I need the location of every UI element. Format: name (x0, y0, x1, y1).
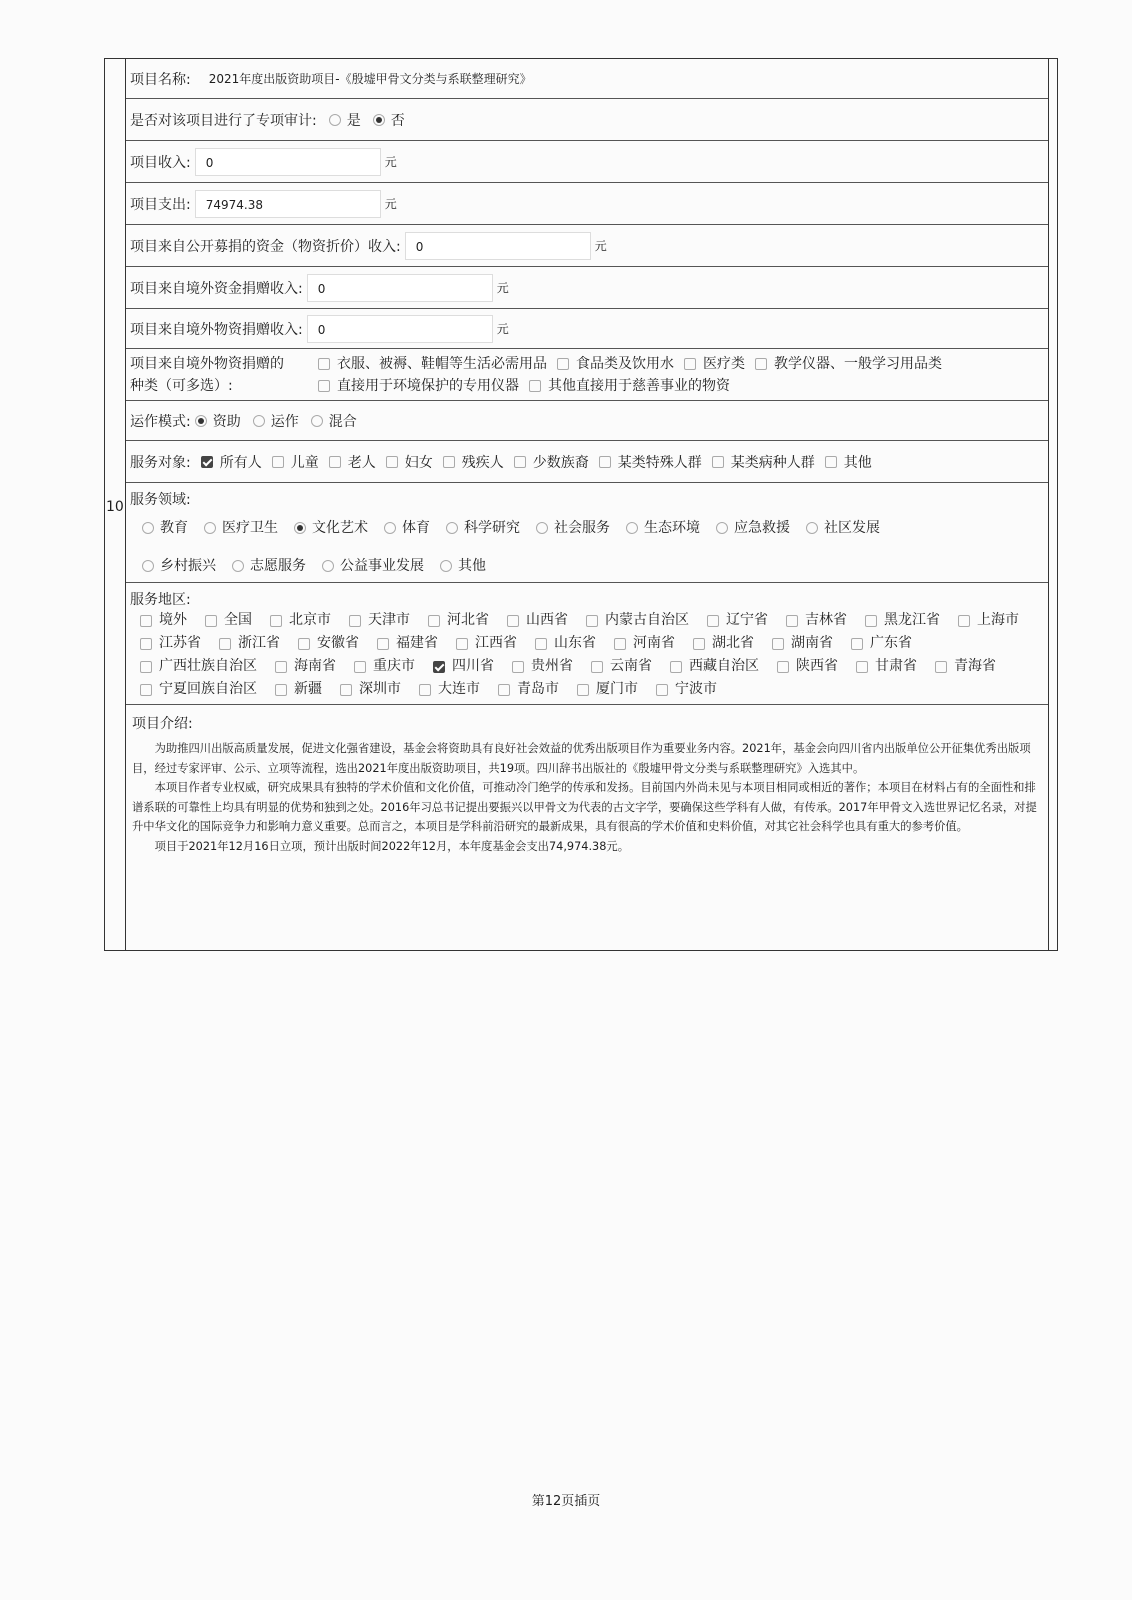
goods-option-label: 食品类及饮用水 (576, 355, 674, 372)
field-option-label: 教育 (160, 520, 188, 536)
goods-option[interactable] (308, 353, 547, 375)
region-option[interactable] (288, 632, 359, 655)
region-checkbox[interactable] (275, 661, 287, 673)
region-option-label: 海南省 (294, 658, 336, 674)
income-row (126, 141, 1048, 183)
field-radio[interactable] (232, 560, 244, 572)
target-checkbox[interactable] (712, 456, 724, 468)
intro-paragraph: 为助推四川出版高质量发展，促进文化强省建设，基金会将资助具有良好社会效益的优秀出版项目作为重要业务内容。2021年，基金会向四川省内出版单位公开征集优秀出版项目，经过专家评审、公示、立项等流程，选出2021年度出版资助项目，共19项。四川辞书出版社的《殷墟甲骨文分类与系联整理研究》入选其中。 (132, 742, 1031, 775)
audit-label: 是否对该项目进行了专项审计: (130, 112, 317, 129)
mode-radio[interactable] (311, 415, 323, 427)
field-option-label: 应急救援 (734, 520, 790, 536)
region-option-label: 湖南省 (791, 635, 833, 651)
goods-option-label: 教学仪器、一般学习用品类 (774, 355, 942, 372)
field-radio[interactable] (536, 522, 548, 534)
region-checkbox[interactable] (219, 638, 231, 650)
mode-radio[interactable] (253, 415, 265, 427)
region-option-label: 新疆 (294, 681, 322, 697)
region-option-label: 辽宁省 (726, 612, 768, 628)
audit-no-label: 否 (390, 112, 405, 129)
region-checkbox[interactable] (786, 615, 798, 627)
goods-checkbox[interactable] (755, 358, 767, 370)
field-option[interactable] (130, 509, 188, 547)
region-checkbox[interactable] (535, 638, 547, 650)
project-name-label: 项目名称: (130, 71, 191, 88)
region-option[interactable] (265, 655, 336, 678)
region-option-label: 四川省 (452, 658, 494, 674)
region-checkbox[interactable] (591, 661, 603, 673)
field-option-label: 医疗卫生 (222, 520, 278, 536)
field-option[interactable] (614, 509, 700, 547)
region-option[interactable] (581, 655, 652, 678)
field-option[interactable] (434, 509, 520, 547)
region-option-label: 厦门市 (596, 681, 638, 697)
region-option[interactable] (497, 609, 568, 632)
field-option-label: 公益事业发展 (340, 558, 424, 574)
region-option[interactable] (683, 632, 754, 655)
region-option[interactable] (423, 655, 494, 678)
region-option[interactable] (576, 609, 689, 632)
goods-checkbox[interactable] (318, 380, 330, 392)
region-option[interactable] (409, 678, 480, 701)
field-option[interactable] (282, 509, 368, 547)
field-option-label: 科学研究 (464, 520, 520, 536)
foreign-goods-unit: 元 (496, 322, 509, 336)
region-checkbox[interactable] (456, 638, 468, 650)
field-radio[interactable] (142, 560, 154, 572)
region-row (126, 583, 1048, 705)
mode-option-label: 资助 (212, 413, 241, 430)
region-option-label: 浙江省 (238, 635, 280, 651)
audit-yes-label: 是 (346, 112, 361, 129)
form-body (125, 59, 1049, 950)
expense-unit: 元 (384, 197, 397, 211)
field-option-label: 社区发展 (824, 520, 880, 536)
target-option[interactable] (376, 452, 433, 472)
project-name-value: 2021年度出版资助项目-《殷墟甲骨文分类与系联整理研究》 (208, 72, 532, 86)
region-option[interactable] (260, 609, 331, 632)
goods-checkbox[interactable] (557, 358, 569, 370)
region-checkbox[interactable] (205, 615, 217, 627)
target-option-label: 少数族裔 (532, 454, 589, 471)
region-option-label: 湖北省 (712, 635, 754, 651)
field-radio[interactable] (384, 522, 396, 534)
field-option[interactable] (130, 547, 216, 585)
goods-option[interactable] (674, 353, 745, 375)
region-option[interactable] (948, 609, 1019, 632)
region-checkbox[interactable] (707, 615, 719, 627)
field-option-label: 体育 (402, 520, 430, 536)
target-checkbox[interactable] (201, 456, 213, 468)
region-checkbox[interactable] (577, 684, 589, 696)
target-checkbox[interactable] (386, 456, 398, 468)
region-option-label: 全国 (224, 612, 252, 628)
region-option[interactable] (130, 655, 257, 678)
region-checkbox[interactable] (935, 661, 947, 673)
region-checkbox[interactable] (140, 615, 152, 627)
region-option[interactable] (660, 655, 759, 678)
target-checkbox[interactable] (443, 456, 455, 468)
region-option-label: 西藏自治区 (689, 658, 759, 674)
target-options (191, 452, 872, 472)
target-row (126, 441, 1048, 483)
field-radio[interactable] (806, 522, 818, 534)
goods-types-line1 (308, 353, 1048, 375)
income-input[interactable]: 0 (195, 148, 381, 176)
field-option[interactable] (220, 547, 306, 585)
foreign-cash-row (126, 267, 1048, 309)
region-checkbox[interactable] (670, 661, 682, 673)
region-checkbox[interactable] (349, 615, 361, 627)
region-option[interactable] (446, 632, 517, 655)
region-option-label: 青岛市 (517, 681, 559, 697)
region-option-label: 广东省 (870, 635, 912, 651)
region-option-label: 河南省 (633, 635, 675, 651)
target-option-label: 某类病种人群 (730, 454, 815, 471)
field-option[interactable] (310, 547, 424, 585)
field-option[interactable] (372, 509, 430, 547)
target-checkbox[interactable] (599, 456, 611, 468)
target-option[interactable] (504, 452, 589, 472)
goods-checkbox[interactable] (684, 358, 696, 370)
region-option[interactable] (776, 609, 847, 632)
field-option[interactable] (794, 509, 880, 547)
target-option-label: 所有人 (219, 454, 262, 471)
region-option-label: 山东省 (554, 635, 596, 651)
region-option[interactable] (418, 609, 489, 632)
region-option[interactable] (265, 678, 322, 701)
region-option-label: 江苏省 (159, 635, 201, 651)
region-label: 服务地区: (130, 592, 191, 608)
goods-types-row (126, 349, 1048, 401)
intro-paragraph: 本项目作者专业权威，研究成果具有独特的学术价值和文化价值，可推动冷门绝学的传承和发扬。目前国内外尚未见与本项目相同或相近的著作；本项目在材料占有的全面性和排谱系联的可靠性上均具有明显的优势和独到之处。2016年习总书记提出要振兴以甲骨文为代表的古文字学，要确保这些学科有人做，有传承。2017年甲骨文入选世界记忆名录，对提升中华文化的国际竞争力和影响力意义重要。总而言之，本项目是学科前沿研究的最新成果，具有很高的学术价值和史料价值，对其它社会科学也具有重大的参考价值。 (132, 781, 1037, 833)
region-option-label: 天津市 (368, 612, 410, 628)
field-option[interactable] (704, 509, 790, 547)
region-option-label: 甘肃省 (875, 658, 917, 674)
field-option-label: 生态环境 (644, 520, 700, 536)
region-option[interactable] (488, 678, 559, 701)
region-option[interactable] (925, 655, 996, 678)
field-radio[interactable] (294, 522, 306, 534)
income-unit: 元 (384, 155, 397, 169)
goods-types-label (130, 353, 308, 397)
target-option[interactable] (589, 452, 702, 472)
goods-types-options (308, 353, 1048, 397)
goods-types-label-line2: 种类（可多选）: (130, 377, 233, 394)
region-checkbox[interactable] (507, 615, 519, 627)
region-option-label: 广西壮族自治区 (159, 658, 257, 674)
region-checkbox[interactable] (851, 638, 863, 650)
region-option-label: 陕西省 (796, 658, 838, 674)
public-fund-row (126, 225, 1048, 267)
region-option[interactable] (344, 655, 415, 678)
region-option[interactable] (762, 632, 833, 655)
region-checkbox[interactable] (856, 661, 868, 673)
region-option[interactable] (525, 632, 596, 655)
field-option-label: 乡村振兴 (160, 558, 216, 574)
region-option-label: 上海市 (977, 612, 1019, 628)
goods-option[interactable] (308, 375, 519, 397)
region-checkbox[interactable] (512, 661, 524, 673)
region-option[interactable] (130, 632, 201, 655)
region-option-label: 贵州省 (531, 658, 573, 674)
region-option[interactable] (846, 655, 917, 678)
intro-label: 项目介绍: (132, 716, 193, 732)
target-option-label: 某类特殊人群 (617, 454, 702, 471)
target-label: 服务对象: (130, 454, 191, 471)
goods-option-label: 直接用于环境保护的专用仪器 (337, 377, 519, 394)
mode-row (126, 401, 1048, 441)
target-option[interactable] (191, 452, 262, 472)
region-option[interactable] (330, 678, 401, 701)
target-checkbox[interactable] (329, 456, 341, 468)
foreign-cash-input[interactable]: 0 (307, 274, 493, 302)
project-form (104, 58, 1058, 951)
target-option[interactable] (815, 452, 872, 472)
region-option[interactable] (130, 678, 257, 701)
public-fund-input[interactable]: 0 (405, 232, 591, 260)
region-option-label: 山西省 (526, 612, 568, 628)
region-option-label: 黑龙江省 (884, 612, 940, 628)
region-option-label: 吉林省 (805, 612, 847, 628)
target-option[interactable] (262, 452, 319, 472)
row-number: 10 (106, 499, 124, 515)
region-option-label: 福建省 (396, 635, 438, 651)
field-option-label: 志愿服务 (250, 558, 306, 574)
region-option[interactable] (841, 632, 912, 655)
field-radio[interactable] (440, 560, 452, 572)
region-option-label: 大连市 (438, 681, 480, 697)
public-fund-unit: 元 (594, 239, 607, 253)
region-option-label: 宁夏回族自治区 (159, 681, 257, 697)
goods-checkbox[interactable] (529, 380, 541, 392)
region-checkbox[interactable] (428, 615, 440, 627)
foreign-goods-label: 项目来自境外物资捐赠收入: (130, 321, 303, 338)
region-option[interactable] (646, 678, 717, 701)
target-option[interactable] (319, 452, 376, 472)
region-option[interactable] (502, 655, 573, 678)
region-option-label: 河北省 (447, 612, 489, 628)
goods-option[interactable] (547, 353, 674, 375)
region-option[interactable] (130, 609, 187, 632)
foreign-goods-row (126, 309, 1048, 349)
region-checkbox[interactable] (140, 661, 152, 673)
target-option-label: 老人 (347, 454, 376, 471)
region-checkbox[interactable] (298, 638, 310, 650)
mode-label: 运作模式: (130, 413, 191, 430)
target-checkbox[interactable] (272, 456, 284, 468)
region-checkbox[interactable] (377, 638, 389, 650)
target-option-label: 残疾人 (461, 454, 504, 471)
income-label: 项目收入: (130, 154, 191, 171)
field-options (130, 509, 910, 585)
field-label: 服务领域: (130, 492, 191, 508)
goods-types-line2 (308, 375, 1048, 397)
region-checkbox[interactable] (498, 684, 510, 696)
region-checkbox[interactable] (693, 638, 705, 650)
target-checkbox[interactable] (825, 456, 837, 468)
region-option-label: 云南省 (610, 658, 652, 674)
region-option-label: 重庆市 (373, 658, 415, 674)
field-option-label: 其他 (458, 558, 486, 574)
expense-row (126, 183, 1048, 225)
goods-option[interactable] (745, 353, 942, 375)
region-option[interactable] (209, 632, 280, 655)
region-option-label: 宁波市 (675, 681, 717, 697)
goods-types-label-line1: 项目来自境外物资捐赠的 (130, 355, 284, 372)
field-radio[interactable] (626, 522, 638, 534)
region-checkbox[interactable] (958, 615, 970, 627)
region-option[interactable] (855, 609, 940, 632)
field-radio[interactable] (446, 522, 458, 534)
goods-option-label: 衣服、被褥、鞋帽等生活必需用品 (337, 355, 547, 372)
target-option[interactable] (433, 452, 504, 472)
region-option-label: 深圳市 (359, 681, 401, 697)
field-radio[interactable] (204, 522, 216, 534)
goods-option[interactable] (519, 375, 730, 397)
audit-yes-radio[interactable] (329, 114, 341, 126)
field-row (126, 483, 1048, 583)
region-option-label: 江西省 (475, 635, 517, 651)
region-option[interactable] (195, 609, 252, 632)
region-checkbox[interactable] (270, 615, 282, 627)
region-checkbox[interactable] (586, 615, 598, 627)
expense-input[interactable]: 74974.38 (195, 190, 381, 218)
public-fund-label: 项目来自公开募捐的资金（物资折价）收入: (130, 238, 401, 255)
region-option-label: 内蒙古自治区 (605, 612, 689, 628)
field-radio[interactable] (322, 560, 334, 572)
target-checkbox[interactable] (514, 456, 526, 468)
field-option[interactable] (524, 509, 610, 547)
intro-paragraph: 项目于2021年12月16日立项，预计出版时间2022年12月，本年度基金会支出74,974.38元。 (154, 839, 630, 853)
foreign-cash-unit: 元 (496, 281, 509, 295)
mode-option-label: 混合 (328, 413, 357, 430)
region-option[interactable] (604, 632, 675, 655)
region-checkbox[interactable] (656, 684, 668, 696)
field-radio[interactable] (716, 522, 728, 534)
region-checkbox[interactable] (140, 638, 152, 650)
audit-no-radio[interactable] (373, 114, 385, 126)
target-option-label: 儿童 (290, 454, 319, 471)
foreign-cash-label: 项目来自境外资金捐赠收入: (130, 280, 303, 297)
region-option-label: 安徽省 (317, 635, 359, 651)
region-checkbox[interactable] (772, 638, 784, 650)
region-checkbox[interactable] (419, 684, 431, 696)
region-checkbox[interactable] (140, 684, 152, 696)
region-checkbox[interactable] (614, 638, 626, 650)
intro-section (126, 705, 1048, 952)
foreign-goods-input[interactable]: 0 (307, 315, 493, 343)
region-option[interactable] (767, 655, 838, 678)
goods-option-label: 其他直接用于慈善事业的物资 (548, 377, 730, 394)
region-options (130, 609, 1030, 701)
region-checkbox[interactable] (354, 661, 366, 673)
mode-option-label: 运作 (270, 413, 299, 430)
target-option-label: 其他 (843, 454, 872, 471)
region-option[interactable] (697, 609, 768, 632)
mode-radio[interactable] (195, 415, 207, 427)
target-option[interactable] (702, 452, 815, 472)
goods-option-label: 医疗类 (703, 355, 745, 372)
region-checkbox[interactable] (275, 684, 287, 696)
project-name-row (126, 59, 1048, 99)
region-checkbox[interactable] (340, 684, 352, 696)
audit-row (126, 99, 1048, 141)
field-radio[interactable] (142, 522, 154, 534)
target-option-label: 妇女 (404, 454, 433, 471)
region-option-label: 境外 (159, 612, 187, 628)
region-checkbox[interactable] (433, 661, 445, 673)
region-checkbox[interactable] (777, 661, 789, 673)
region-option[interactable] (339, 609, 410, 632)
field-option[interactable] (428, 547, 486, 585)
expense-label: 项目支出: (130, 196, 191, 213)
field-option[interactable] (192, 509, 278, 547)
region-checkbox[interactable] (865, 615, 877, 627)
region-option[interactable] (567, 678, 638, 701)
field-option-label: 社会服务 (554, 520, 610, 536)
page-footer: 第12页插页 (531, 1494, 601, 1509)
goods-checkbox[interactable] (318, 358, 330, 370)
region-option-label: 北京市 (289, 612, 331, 628)
region-option-label: 青海省 (954, 658, 996, 674)
field-option-label: 文化艺术 (312, 520, 368, 536)
region-option[interactable] (367, 632, 438, 655)
